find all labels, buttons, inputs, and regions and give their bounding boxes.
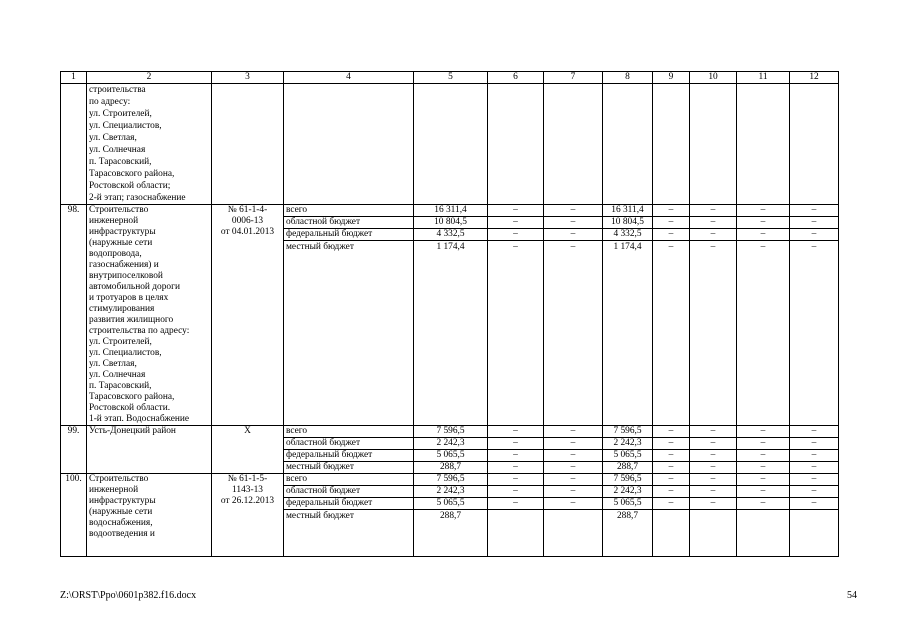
value-cell: –	[737, 205, 790, 217]
value-cell: 7 596,5	[414, 426, 488, 438]
name-line: внутрипоселковой	[89, 271, 163, 281]
name-line: строительства	[89, 85, 146, 95]
name-line: по адресу:	[89, 97, 131, 107]
value-cell: –	[653, 241, 690, 426]
name-line: ул. Светлая,	[89, 133, 137, 143]
doc-line: 0006-13	[231, 216, 264, 226]
doc-line: от 04.01.2013	[220, 227, 275, 237]
value-cell: –	[737, 241, 790, 426]
column-header: 8	[603, 72, 653, 84]
value-cell: –	[544, 498, 603, 510]
value-cell: –	[690, 438, 737, 450]
value-cell: –	[653, 205, 690, 217]
column-header: 10	[690, 72, 737, 84]
value-cell: –	[488, 438, 544, 450]
value-cell: –	[544, 450, 603, 462]
name-line: и тротуаров в целях	[89, 293, 169, 303]
value-cell	[737, 510, 790, 557]
value-cell: –	[790, 426, 839, 438]
name-line: (наружные сети	[89, 507, 153, 517]
name-line: строительства по адресу:	[89, 326, 190, 336]
name-line: ул. Солнечная	[89, 145, 146, 155]
value-cell: –	[544, 438, 603, 450]
name-line: инженерной	[89, 485, 139, 495]
value-cell: 4 332,5	[603, 229, 653, 241]
column-header: 1	[61, 72, 87, 84]
value-cell: –	[737, 438, 790, 450]
column-header: 5	[414, 72, 488, 84]
value-cell: 288,7	[603, 510, 653, 557]
value-cell: 5 065,5	[414, 498, 488, 510]
value-cell: –	[653, 217, 690, 229]
funding-source: федеральный бюджет	[284, 229, 414, 241]
table-row	[61, 205, 839, 217]
value-cell: –	[544, 217, 603, 229]
funding-source: федеральный бюджет	[284, 498, 414, 510]
value-cell: 7 596,5	[414, 474, 488, 486]
value-cell: –	[488, 450, 544, 462]
continuation-name-cell	[87, 84, 212, 205]
name-line: водоотведения и	[89, 529, 155, 539]
value-cell: –	[737, 462, 790, 474]
value-cell: 10 804,5	[414, 217, 488, 229]
doc-line: Х	[244, 426, 251, 436]
column-header: 2	[87, 72, 212, 84]
name-line: ул. Светлая,	[89, 359, 137, 369]
name-line: стимулирования	[89, 304, 155, 314]
value-cell: –	[653, 438, 690, 450]
name-line: Тарасовского района,	[89, 169, 175, 179]
value-cell: –	[544, 486, 603, 498]
name-line: автомобильной дороги	[89, 282, 180, 292]
funding-source: местный бюджет	[284, 462, 414, 474]
value-cell: –	[653, 450, 690, 462]
value-cell: –	[690, 241, 737, 426]
name-line: ул. Солнечная	[89, 370, 146, 380]
value-cell: 2 242,3	[414, 486, 488, 498]
budget-table	[60, 71, 839, 557]
value-cell: –	[488, 229, 544, 241]
funding-source: областной бюджет	[284, 217, 414, 229]
column-header: 3	[212, 72, 284, 84]
value-cell: –	[488, 462, 544, 474]
value-cell: 7 596,5	[603, 426, 653, 438]
value-cell: –	[690, 450, 737, 462]
value-cell: –	[737, 450, 790, 462]
object-name-cell	[87, 426, 212, 474]
value-cell	[690, 510, 737, 557]
value-cell: –	[488, 474, 544, 486]
name-line: Строительство	[89, 474, 149, 484]
value-cell: –	[790, 474, 839, 486]
funding-source: местный бюджет	[284, 241, 414, 426]
value-cell: 7 596,5	[603, 474, 653, 486]
name-line: (наружные сети	[89, 238, 153, 248]
value-cell	[653, 510, 690, 557]
value-cell: 16 311,4	[414, 205, 488, 217]
value-cell: –	[690, 229, 737, 241]
name-line: развития жилищного	[89, 315, 174, 325]
name-line: п. Тарасовский,	[89, 157, 152, 167]
name-line: ул. Строителей,	[89, 337, 152, 347]
page-number: 54	[847, 590, 857, 601]
value-cell: 288,7	[414, 462, 488, 474]
value-cell: –	[653, 462, 690, 474]
value-cell	[790, 510, 839, 557]
value-cell: –	[737, 486, 790, 498]
value-cell: 2 242,3	[603, 438, 653, 450]
name-line: ул. Строителей,	[89, 109, 152, 119]
value-cell: –	[488, 486, 544, 498]
funding-source: всего	[284, 205, 414, 217]
name-line: Ростовской области.	[89, 403, 171, 413]
column-header: 7	[544, 72, 603, 84]
value-cell: –	[690, 426, 737, 438]
value-cell: 2 242,3	[414, 438, 488, 450]
name-line: инженерной	[89, 216, 139, 226]
name-line: водоснабжения,	[89, 518, 153, 528]
object-name-cell	[87, 474, 212, 557]
value-cell: 10 804,5	[603, 217, 653, 229]
value-cell: –	[544, 462, 603, 474]
value-cell: –	[790, 462, 839, 474]
value-cell: –	[544, 426, 603, 438]
column-header: 11	[737, 72, 790, 84]
value-cell: –	[488, 241, 544, 426]
value-cell: –	[790, 229, 839, 241]
value-cell: –	[690, 205, 737, 217]
row-number: 98.	[61, 205, 87, 426]
value-cell: –	[544, 474, 603, 486]
value-cell: –	[690, 474, 737, 486]
value-cell: –	[653, 486, 690, 498]
doc-line: от 26.12.2013	[220, 496, 275, 506]
name-line: п. Тарасовский,	[89, 381, 152, 391]
table-row	[61, 474, 839, 486]
value-cell: 5 065,5	[603, 450, 653, 462]
value-cell: –	[488, 426, 544, 438]
name-line: 1-й этап. Водоснабжение	[89, 414, 190, 424]
document-cell	[212, 205, 284, 426]
column-header: 9	[653, 72, 690, 84]
name-line: Ростовской области;	[89, 181, 171, 191]
document-cell	[212, 426, 284, 474]
object-name-cell	[87, 205, 212, 426]
value-cell: –	[690, 498, 737, 510]
name-line: инфраструктуры	[89, 227, 156, 237]
value-cell: –	[544, 205, 603, 217]
name-line: 2-й этап; газоснабжение	[89, 193, 186, 203]
funding-source: всего	[284, 474, 414, 486]
name-line: Строительство	[89, 205, 149, 215]
continuation-row	[61, 84, 839, 205]
value-cell: 4 332,5	[414, 229, 488, 241]
value-cell: –	[690, 217, 737, 229]
name-line: водопровода,	[89, 249, 142, 259]
row-number: 100.	[61, 474, 87, 557]
doc-line: 1143-13	[232, 485, 263, 495]
funding-source: областной бюджет	[284, 486, 414, 498]
funding-source: федеральный бюджет	[284, 450, 414, 462]
funding-source: местный бюджет	[284, 510, 414, 557]
value-cell: 1 174,4	[603, 241, 653, 426]
value-cell: –	[690, 486, 737, 498]
column-header: 12	[790, 72, 839, 84]
value-cell: –	[737, 229, 790, 241]
funding-source: областной бюджет	[284, 438, 414, 450]
name-line: Тарасовского района,	[89, 392, 175, 402]
row-number: 99.	[61, 426, 87, 474]
name-line: газоснабжения) и	[89, 260, 159, 270]
value-cell: –	[653, 426, 690, 438]
value-cell	[488, 510, 544, 557]
value-cell	[544, 510, 603, 557]
name-line: ул. Специалистов,	[89, 348, 162, 358]
value-cell: –	[653, 229, 690, 241]
value-cell: –	[488, 498, 544, 510]
value-cell: –	[488, 217, 544, 229]
value-cell: –	[690, 462, 737, 474]
value-cell: 288,7	[603, 462, 653, 474]
value-cell: –	[488, 205, 544, 217]
document-cell	[212, 474, 284, 557]
value-cell: –	[544, 229, 603, 241]
value-cell: –	[790, 217, 839, 229]
value-cell: –	[653, 474, 690, 486]
value-cell: –	[737, 474, 790, 486]
value-cell: –	[790, 438, 839, 450]
value-cell: –	[790, 486, 839, 498]
value-cell: 5 065,5	[603, 498, 653, 510]
funding-source: всего	[284, 426, 414, 438]
value-cell: –	[653, 498, 690, 510]
doc-line: № 61-1-4-	[227, 205, 268, 215]
value-cell: 16 311,4	[603, 205, 653, 217]
value-cell: –	[737, 217, 790, 229]
value-cell: –	[737, 498, 790, 510]
value-cell: 288,7	[414, 510, 488, 557]
value-cell: 2 242,3	[603, 486, 653, 498]
value-cell: –	[544, 241, 603, 426]
name-line: ул. Специалистов,	[89, 121, 162, 131]
value-cell: –	[790, 241, 839, 426]
table-row	[61, 426, 839, 438]
column-header: 4	[284, 72, 414, 84]
value-cell: 5 065,5	[414, 450, 488, 462]
value-cell: 1 174,4	[414, 241, 488, 426]
header-row	[61, 72, 839, 84]
value-cell: –	[737, 426, 790, 438]
doc-line: № 61-1-5-	[227, 474, 268, 484]
value-cell: –	[790, 205, 839, 217]
file-path-footer: Z:\ORST\Ppo\0601p382.f16.docx	[60, 590, 197, 601]
column-header: 6	[488, 72, 544, 84]
value-cell: –	[790, 498, 839, 510]
name-line: инфраструктуры	[89, 496, 156, 506]
name-line: Усть-Донецкий район	[89, 426, 176, 436]
value-cell: –	[790, 450, 839, 462]
